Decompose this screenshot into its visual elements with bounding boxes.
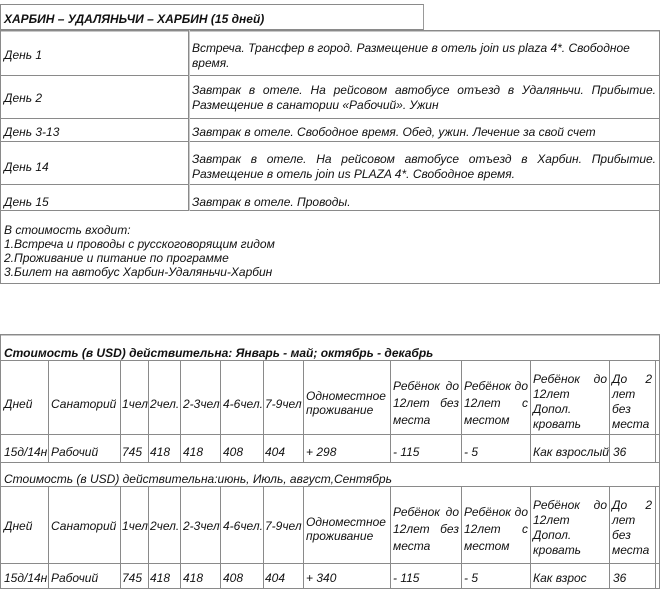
day-label: День 2 bbox=[4, 91, 43, 105]
col-header-4-6p: 4-6чел. bbox=[223, 397, 263, 411]
included-item: 1.Встреча и проводы с русскоговорящим гидом bbox=[4, 237, 275, 251]
col-header-7-9p: 7-9чел bbox=[265, 397, 302, 411]
col-header-child-no-bed: 12лет без bbox=[393, 522, 459, 536]
col-header-infant: без bbox=[612, 402, 631, 416]
grid-line bbox=[0, 563, 660, 564]
price-cell: 404 bbox=[265, 571, 286, 585]
grid-line bbox=[303, 360, 304, 463]
price-cell: Рабочий bbox=[51, 445, 99, 459]
grid-line bbox=[180, 360, 181, 463]
price-cell: 745 bbox=[122, 445, 143, 459]
grid-line bbox=[530, 360, 531, 463]
col-header-single: проживание bbox=[306, 403, 374, 417]
grid-line bbox=[0, 30, 1, 284]
grid-line bbox=[609, 486, 610, 589]
col-header-child-bed: местом bbox=[464, 413, 510, 427]
price-cell: - 115 bbox=[393, 445, 420, 459]
grid-line bbox=[0, 118, 660, 119]
grid-line bbox=[0, 588, 660, 589]
col-header-single: Одноместное bbox=[306, 389, 386, 403]
day-description: Завтрак в отеле. На рейсовом автобусе отъезд в Удаляньчи. Прибытие. bbox=[192, 83, 656, 97]
col-header-infant: До 2 bbox=[612, 498, 652, 512]
price-cell: 418 bbox=[183, 445, 204, 459]
grid-line bbox=[48, 360, 49, 463]
grid-line bbox=[0, 210, 660, 211]
col-header-child-no-bed: Ребёнок до bbox=[393, 379, 459, 393]
price-cell: Как взрослый bbox=[533, 445, 609, 459]
price-cell: Рабочий bbox=[51, 571, 99, 585]
price-period-title: Стоимость (в USD) действительна:июнь, Июль, август,Сентябрь bbox=[4, 472, 392, 486]
grid-line bbox=[0, 75, 660, 76]
day-description: Размещение в санатории «Рабочий». Ужин bbox=[192, 98, 439, 112]
grid-line bbox=[189, 30, 190, 211]
day-description: Встреча. Трансфер в город. Размещение в отель join us plaza 4*. Свободное bbox=[192, 41, 630, 55]
col-header-child-extra-bed: кровать bbox=[533, 543, 581, 557]
col-header-infant: лет bbox=[612, 513, 636, 527]
col-header-child-bed: Ребёнок до bbox=[464, 379, 528, 393]
grid-line bbox=[263, 360, 264, 463]
col-header-child-extra-bed: 12лет bbox=[533, 513, 570, 527]
price-cell: 36 bbox=[613, 445, 627, 459]
col-header-child-bed: 12лет с bbox=[464, 396, 528, 410]
grid-line bbox=[303, 486, 304, 589]
price-cell: + 298 bbox=[306, 445, 337, 459]
grid-line bbox=[0, 31, 660, 32]
included-item: 3.Билет на автобус Харбин-Удаляньчи-Харбин bbox=[4, 265, 273, 279]
grid-line bbox=[0, 486, 660, 487]
col-header-days: Дней bbox=[4, 397, 33, 411]
grid-line bbox=[263, 486, 264, 589]
col-header-2-3p: 2-3чел bbox=[183, 519, 220, 533]
price-cell: 408 bbox=[223, 445, 244, 459]
grid-line bbox=[659, 30, 660, 284]
col-header-2-3p: 2-3чел bbox=[183, 397, 220, 411]
col-header-infant: До 2 bbox=[612, 372, 652, 386]
day-description: Завтрак в отеле. Свободное время. Обед, ужин. Лечение за свой счет bbox=[192, 125, 596, 139]
col-header-child-no-bed: места bbox=[393, 539, 431, 553]
price-cell: - 5 bbox=[464, 445, 479, 459]
col-header-sanatorium: Санаторий bbox=[51, 519, 117, 533]
col-header-2p: 2чел. bbox=[150, 519, 180, 533]
grid-line bbox=[609, 360, 610, 463]
col-header-sanatorium: Санаторий bbox=[51, 397, 117, 411]
day-description: Завтрак в отеле. Проводы. bbox=[192, 195, 351, 209]
col-header-1p: 1чел bbox=[122, 397, 148, 411]
col-header-days: Дней bbox=[4, 519, 33, 533]
price-cell: 15д/14н bbox=[4, 445, 48, 459]
col-header-child-extra-bed: Допол. bbox=[533, 402, 572, 416]
col-header-7-9p: 7-9чел bbox=[265, 519, 302, 533]
price-cell: 36 bbox=[613, 571, 627, 585]
grid-line bbox=[48, 486, 49, 589]
col-header-child-no-bed: Ребёнок до bbox=[393, 505, 459, 519]
day-label: День 15 bbox=[4, 195, 49, 209]
price-cell: 408 bbox=[223, 571, 244, 585]
col-header-child-no-bed: места bbox=[393, 413, 431, 427]
col-header-child-bed: Ребёнок до bbox=[464, 505, 528, 519]
col-header-child-extra-bed: Ребёнок до bbox=[533, 498, 607, 512]
price-cell: 404 bbox=[265, 445, 286, 459]
grid-line bbox=[390, 486, 391, 589]
grid-line bbox=[220, 486, 221, 589]
grid-line bbox=[180, 486, 181, 589]
price-cell: - 115 bbox=[393, 571, 420, 585]
day-description: Завтрак в отеле. На рейсовом автобусе отъезд в Харбин. Прибытие. bbox=[192, 152, 656, 166]
day-label: День 14 bbox=[4, 160, 49, 174]
col-header-2p: 2чел. bbox=[150, 397, 180, 411]
col-header-infant: места bbox=[612, 543, 650, 557]
col-header-child-bed: местом bbox=[464, 539, 510, 553]
price-cell: 418 bbox=[150, 571, 171, 585]
day-description: Размещение в отель join us PLAZA 4*. Свободное время. bbox=[192, 167, 515, 181]
col-header-1p: 1чел bbox=[122, 519, 148, 533]
grid-line bbox=[120, 486, 121, 589]
col-header-single: проживание bbox=[306, 529, 374, 543]
price-cell: Как взрос bbox=[533, 571, 587, 585]
price-cell: - 5 bbox=[464, 571, 479, 585]
price-cell: 745 bbox=[122, 571, 143, 585]
grid-line bbox=[659, 334, 660, 589]
grid-line bbox=[120, 360, 121, 463]
grid-line bbox=[655, 360, 656, 463]
grid-line bbox=[461, 486, 462, 589]
col-header-child-extra-bed: Ребёнок до bbox=[533, 372, 607, 386]
col-header-4-6p: 4-6чел. bbox=[223, 519, 263, 533]
grid-line bbox=[148, 486, 149, 589]
day-label: День 1 bbox=[4, 48, 43, 62]
col-header-single: Одноместное bbox=[306, 515, 386, 529]
grid-line bbox=[655, 486, 656, 589]
day-label: День 3-13 bbox=[4, 125, 60, 139]
col-header-infant: места bbox=[612, 417, 650, 431]
col-header-child-extra-bed: кровать bbox=[533, 417, 581, 431]
grid-line bbox=[0, 184, 660, 185]
price-period-title: Стоимость (в USD) действительна: Январь - май; октябрь - декабрь bbox=[4, 346, 434, 360]
itinerary-title: ХАРБИН – УДАЛЯНЬЧИ – ХАРБИН (15 дней) bbox=[4, 12, 265, 26]
price-cell: 15д/14н bbox=[4, 571, 48, 585]
grid-line bbox=[220, 360, 221, 463]
grid-line bbox=[0, 335, 660, 336]
grid-line bbox=[0, 360, 660, 361]
included-heading: В стоимость входит: bbox=[4, 223, 131, 237]
col-header-infant: лет bbox=[612, 387, 636, 401]
col-header-child-extra-bed: 12лет bbox=[533, 387, 570, 401]
grid-line bbox=[0, 334, 1, 589]
included-item: 2.Проживание и питание по программе bbox=[4, 251, 229, 265]
grid-line bbox=[0, 462, 660, 463]
price-cell: 418 bbox=[150, 445, 171, 459]
grid-line bbox=[0, 283, 660, 284]
price-cell: + 340 bbox=[306, 571, 337, 585]
col-header-child-bed: 12лет с bbox=[464, 522, 528, 536]
col-header-child-extra-bed: Допол. bbox=[533, 528, 572, 542]
grid-line bbox=[148, 360, 149, 463]
col-header-infant: без bbox=[612, 528, 631, 542]
col-header-child-no-bed: 12лет без bbox=[393, 396, 459, 410]
grid-line bbox=[461, 360, 462, 463]
grid-line bbox=[390, 360, 391, 463]
grid-line bbox=[530, 486, 531, 589]
grid-line bbox=[0, 434, 660, 435]
grid-line bbox=[0, 141, 660, 142]
price-cell: 418 bbox=[183, 571, 204, 585]
day-description: время. bbox=[192, 56, 230, 70]
